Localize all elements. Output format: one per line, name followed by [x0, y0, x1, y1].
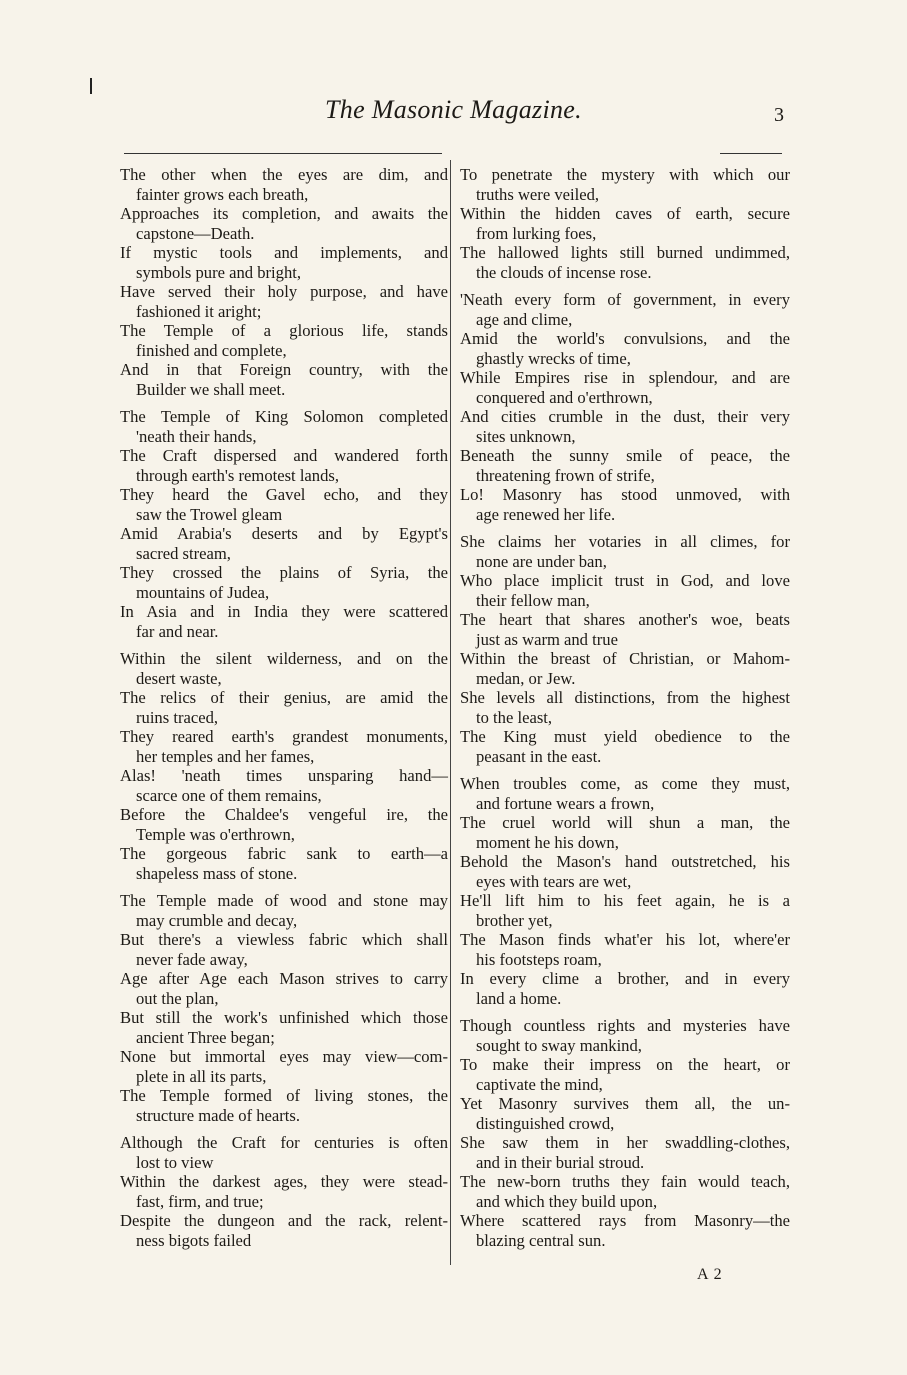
verse-line-first: She saw them in her swaddling-clothes,	[460, 1133, 790, 1152]
verse-line-first: Where scattered rays from Masonry—the	[460, 1211, 790, 1230]
verse-line	[120, 602, 448, 641]
verse-line-first: And in that Foreign country, with the	[120, 360, 448, 379]
verse-line	[460, 969, 790, 1008]
verse-line-first: In every clime a brother, and in every	[460, 969, 790, 988]
verse-line-continuation: fainter grows each breath,	[136, 184, 309, 204]
verse-line-first: Amid the world's convulsions, and the	[460, 329, 790, 348]
verse-line	[460, 1055, 790, 1094]
verse-line-first: She claims her votaries in all climes, for	[460, 532, 790, 551]
verse-line-continuation: mountains of Judea,	[136, 582, 270, 602]
verse-line-first: None but immortal eyes may view—com-	[120, 1047, 448, 1066]
verse-line-continuation: lost to view	[136, 1152, 214, 1172]
verse-line	[120, 688, 448, 727]
verse-line-first: The Craft dispersed and wandered forth	[120, 446, 448, 465]
verse-line	[460, 446, 790, 485]
verse-line-first: The new-born truths they fain would teach,	[460, 1172, 790, 1191]
verse-line-first: He'll lift him to his feet again, he is a	[460, 891, 790, 910]
verse-line	[120, 844, 448, 883]
verse-line-continuation: saw the Trowel gleam	[136, 504, 283, 524]
verse-line-first: The King must yield obedience to the	[460, 727, 790, 746]
verse-line-first: Amid Arabia's deserts and by Egypt's	[120, 524, 448, 543]
verse-line	[460, 774, 790, 813]
verse-line	[120, 485, 448, 524]
verse-line-continuation: age renewed her life.	[476, 504, 616, 524]
verse-line	[120, 930, 448, 969]
verse-line-first: She levels all distinctions, from the highest	[460, 688, 790, 707]
verse-line	[460, 532, 790, 571]
verse-line-first: The other when the eyes are dim, and	[120, 165, 448, 184]
verse-line	[120, 524, 448, 563]
signature-mark: A 2	[697, 1266, 723, 1283]
verse-line-continuation: symbols pure and bright,	[136, 262, 301, 282]
verse-line-continuation: their fellow man,	[476, 590, 590, 610]
stanza	[120, 165, 448, 399]
verse-line-first: Have served their holy purpose, and have	[120, 282, 448, 301]
verse-line-continuation: threatening frown of strife,	[476, 465, 655, 485]
verse-line-continuation: finished and complete,	[136, 340, 287, 360]
verse-line-continuation: out the plan,	[136, 988, 219, 1008]
verse-line-continuation: shapeless mass of stone.	[136, 863, 298, 883]
verse-line	[120, 969, 448, 1008]
verse-line-first: Beneath the sunny smile of peace, the	[460, 446, 790, 465]
verse-line-continuation: just as warm and true	[476, 629, 618, 649]
verse-line-continuation: capstone—Death.	[136, 223, 255, 243]
verse-line-continuation: distinguished crowd,	[476, 1113, 615, 1133]
verse-line-first: While Empires rise in splendour, and are	[460, 368, 790, 387]
verse-line	[460, 1172, 790, 1211]
verse-line-continuation: none are under ban,	[476, 551, 607, 571]
stanza	[120, 1133, 448, 1250]
verse-line	[120, 1133, 448, 1172]
verse-line-continuation: truths were veiled,	[476, 184, 600, 204]
verse-line-continuation: ness bigots failed	[136, 1230, 252, 1250]
verse-line	[120, 1172, 448, 1211]
verse-line-first: Although the Craft for centuries is often	[120, 1133, 448, 1152]
column-divider	[450, 160, 451, 1265]
verse-line	[460, 243, 790, 282]
header-rule-right	[720, 153, 782, 154]
verse-line	[460, 852, 790, 891]
verse-line-continuation: ancient Three began;	[136, 1027, 275, 1047]
verse-line-continuation: fashioned it aright;	[136, 301, 262, 321]
verse-line-first: The heart that shares another's woe, beats	[460, 610, 790, 629]
verse-line	[460, 891, 790, 930]
verse-line	[460, 610, 790, 649]
verse-line-continuation: never fade away,	[136, 949, 248, 969]
verse-line-continuation: ghastly wrecks of time,	[476, 348, 631, 368]
stanza	[460, 165, 790, 282]
verse-line-continuation: land a home.	[476, 988, 562, 1008]
verse-line	[460, 688, 790, 727]
verse-line	[460, 649, 790, 688]
verse-line-first: The Temple of King Solomon completed	[120, 407, 448, 426]
stanza	[460, 290, 790, 524]
verse-line-continuation: through earth's remotest lands,	[136, 465, 339, 485]
verse-line-continuation: sites unknown,	[476, 426, 576, 446]
verse-line-first: To penetrate the mystery with which our	[460, 165, 790, 184]
verse-line	[460, 165, 790, 204]
stanza	[460, 532, 790, 766]
verse-line	[120, 407, 448, 446]
verse-line-continuation: plete in all its parts,	[136, 1066, 267, 1086]
verse-line	[120, 321, 448, 360]
verse-line-first: Alas! 'neath times unsparing hand—	[120, 766, 448, 785]
verse-line-continuation: moment he his down,	[476, 832, 619, 852]
verse-line-first: Age after Age each Mason strives to carry	[120, 969, 448, 988]
verse-line-first: Before the Chaldee's vengeful ire, the	[120, 805, 448, 824]
verse-line	[460, 813, 790, 852]
verse-line	[460, 329, 790, 368]
verse-line	[120, 165, 448, 204]
verse-line-continuation: sought to sway mankind,	[476, 1035, 642, 1055]
verse-line-first: Within the darkest ages, they were stead-	[120, 1172, 448, 1191]
verse-line-first: To make their impress on the heart, or	[460, 1055, 790, 1074]
verse-line-first: Within the breast of Christian, or Mahom-	[460, 649, 790, 668]
verse-line-first: Approaches its completion, and awaits the	[120, 204, 448, 223]
stanza	[460, 1016, 790, 1250]
verse-line-first: Yet Masonry survives them all, the un-	[460, 1094, 790, 1113]
verse-line-continuation: conquered and o'erthrown,	[476, 387, 653, 407]
verse-line-continuation: sacred stream,	[136, 543, 231, 563]
verse-line-continuation: far and near.	[136, 621, 219, 641]
verse-line-continuation: may crumble and decay,	[136, 910, 298, 930]
verse-line	[120, 1008, 448, 1047]
running-head: The Masonic Magazine.	[325, 95, 582, 124]
verse-line	[120, 243, 448, 282]
verse-line-continuation: and in their burial stroud.	[476, 1152, 645, 1172]
margin-mark	[90, 78, 92, 94]
verse-line-first: The Temple of a glorious life, stands	[120, 321, 448, 340]
verse-line-first: In Asia and in India they were scattered	[120, 602, 448, 621]
verse-line-continuation: structure made of hearts.	[136, 1105, 301, 1125]
verse-line	[460, 571, 790, 610]
verse-line-continuation: scarce one of them remains,	[136, 785, 322, 805]
verse-line-first: Within the hidden caves of earth, secure	[460, 204, 790, 223]
verse-line-first: 'Neath every form of government, in every	[460, 290, 790, 309]
verse-line	[460, 1211, 790, 1250]
verse-line	[460, 930, 790, 969]
verse-line-continuation: eyes with tears are wet,	[476, 871, 632, 891]
verse-line-first: Behold the Mason's hand outstretched, his	[460, 852, 790, 871]
verse-line	[460, 1133, 790, 1172]
verse-line	[120, 1086, 448, 1125]
verse-line-first: They reared earth's grandest monuments,	[120, 727, 448, 746]
verse-line-continuation: blazing central sun.	[476, 1230, 606, 1250]
verse-line-continuation: desert waste,	[136, 668, 222, 688]
verse-line-continuation: captivate the mind,	[476, 1074, 603, 1094]
verse-line-continuation: to the least,	[476, 707, 553, 727]
verse-line-continuation: medan, or Jew.	[476, 668, 576, 688]
verse-line	[460, 485, 790, 524]
verse-line-first: The cruel world will shun a man, the	[460, 813, 790, 832]
verse-line-first: They heard the Gavel echo, and they	[120, 485, 448, 504]
verse-line	[460, 727, 790, 766]
page-number: 3	[774, 104, 784, 126]
verse-line	[120, 805, 448, 844]
verse-line	[120, 891, 448, 930]
verse-line	[120, 1211, 448, 1250]
verse-line	[460, 1094, 790, 1133]
left-column	[120, 165, 448, 1258]
verse-line-first: The gorgeous fabric sank to earth—a	[120, 844, 448, 863]
verse-line-first: The Mason finds what'er his lot, where'er	[460, 930, 790, 949]
verse-line-continuation: from lurking foes,	[476, 223, 597, 243]
verse-line-continuation: Builder we shall meet.	[136, 379, 286, 399]
verse-line	[120, 282, 448, 321]
stanza	[120, 891, 448, 1125]
verse-line-first: Despite the dungeon and the rack, relent-	[120, 1211, 448, 1230]
verse-line-continuation: his footsteps roam,	[476, 949, 602, 969]
verse-line	[120, 727, 448, 766]
verse-line	[460, 290, 790, 329]
verse-line-first: The relics of their genius, are amid the	[120, 688, 448, 707]
verse-line-first: The Temple formed of living stones, the	[120, 1086, 448, 1105]
verse-line-continuation: fast, firm, and true;	[136, 1191, 264, 1211]
verse-line-first: But there's a viewless fabric which shall	[120, 930, 448, 949]
verse-line-continuation: and fortune wears a frown,	[476, 793, 655, 813]
verse-line	[120, 204, 448, 243]
verse-line-first: Lo! Masonry has stood unmoved, with	[460, 485, 790, 504]
verse-line-first: The hallowed lights still burned undimmed,	[460, 243, 790, 262]
verse-line-first: Though countless rights and mysteries have	[460, 1016, 790, 1035]
verse-line-continuation: 'neath their hands,	[136, 426, 257, 446]
verse-line-first: Who place implicit trust in God, and love	[460, 571, 790, 590]
verse-line-continuation: age and clime,	[476, 309, 573, 329]
verse-line	[120, 1047, 448, 1086]
right-column	[460, 165, 790, 1258]
verse-line-continuation: ruins traced,	[136, 707, 219, 727]
verse-line-first: If mystic tools and implements, and	[120, 243, 448, 262]
verse-line-first: When troubles come, as come they must,	[460, 774, 790, 793]
verse-line-first: But still the work's unfinished which those	[120, 1008, 448, 1027]
stanza	[460, 774, 790, 1008]
verse-line-first: And cities crumble in the dust, their very	[460, 407, 790, 426]
verse-line-first: The Temple made of wood and stone may	[120, 891, 448, 910]
verse-line	[460, 407, 790, 446]
verse-line-continuation: peasant in the east.	[476, 746, 602, 766]
verse-line	[120, 766, 448, 805]
stanza	[120, 407, 448, 641]
verse-line-first: They crossed the plains of Syria, the	[120, 563, 448, 582]
stanza	[120, 649, 448, 883]
verse-line	[120, 360, 448, 399]
verse-line	[460, 1016, 790, 1055]
verse-line-continuation: brother yet,	[476, 910, 553, 930]
verse-line	[120, 563, 448, 602]
verse-line-first: Within the silent wilderness, and on the	[120, 649, 448, 668]
verse-line-continuation: Temple was o'erthrown,	[136, 824, 295, 844]
header-rule-left	[124, 153, 442, 154]
verse-line	[460, 204, 790, 243]
verse-line-continuation: the clouds of incense rose.	[476, 262, 652, 282]
verse-line-continuation: and which they build upon,	[476, 1191, 658, 1211]
verse-line	[120, 649, 448, 688]
verse-line	[120, 446, 448, 485]
verse-line-continuation: her temples and her fames,	[136, 746, 315, 766]
verse-line	[460, 368, 790, 407]
